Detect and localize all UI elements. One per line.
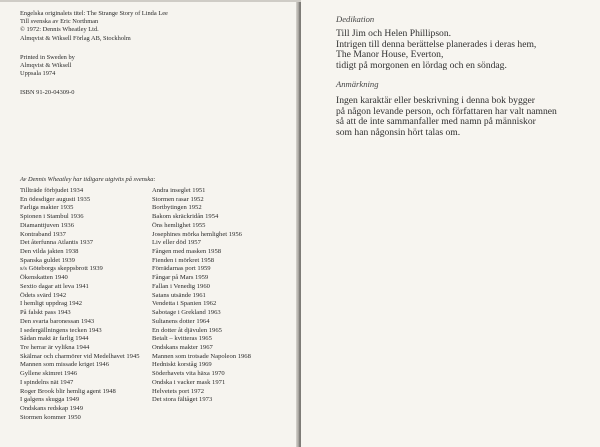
book-title-item: Andra inseglet 1951 [152, 187, 206, 194]
book-title-item: En dotter åt djävulen 1965 [152, 326, 222, 334]
book-title-item: Fångar på Mars 1959 [152, 274, 209, 282]
book-title-item: Den vilda jakten 1938 [20, 248, 79, 256]
book-title-item: Spionen i Stambul 1936 [20, 213, 84, 221]
book-title-item: Ondska i vacker mask 1971 [152, 378, 226, 386]
book-title-item: Tillträde förbjudet 1934 [20, 187, 84, 194]
imprint-block [20, 10, 168, 43]
dedication-line: Intrigen till denna berättelse planerades i deras hem, [336, 38, 537, 50]
book-title-item: På falskt pass 1943 [20, 309, 71, 317]
book-title-item: Roger Brook blir hemlig agent 1948 [20, 387, 116, 395]
dedication-line: tidigt på morgonen en lördag och en söndag. [336, 59, 507, 71]
book-title-item: Betalt – kvitteras 1965 [152, 335, 212, 343]
dedication-heading: Dedikation [336, 14, 375, 24]
book-title-item: Mannen som missade kriget 1946 [20, 361, 110, 369]
book-title-item: Spanska guldet 1939 [20, 256, 75, 264]
book-title-item: I spindelns nät 1947 [20, 378, 74, 386]
note-line: som han någonsin hört talas om. [336, 126, 461, 138]
book-title-item: Josephines mörka hemlighet 1956 [152, 230, 242, 238]
book-title-item: Farliga makter 1935 [20, 204, 74, 212]
book-title-item: Liv eller död 1957 [152, 239, 201, 247]
book-title-item: Ökenskatten 1940 [20, 274, 68, 282]
book-title-item: Öns hemlighet 1955 [152, 221, 206, 229]
book-title-item: Stormen rasar 1952 [152, 195, 204, 203]
note-heading: Anmärkning [336, 79, 379, 89]
titles-column-2 [152, 187, 251, 405]
book-title-item: Tre herrar är vylikna 1944 [20, 343, 90, 351]
book-title-item: Sultanens dotter 1964 [152, 317, 210, 325]
book-title-item: Stormen kommer 1950 [20, 413, 81, 421]
book-title-item: Ondskans redskap 1949 [20, 404, 83, 412]
printer-block [20, 54, 75, 79]
imprint-line: Almqvist & Wiksell Förlag AB, Stockholm [20, 34, 131, 42]
book-title-item: Vendetta i Spanien 1962 [152, 300, 217, 308]
book-title-item: Fienden i mörkret 1958 [152, 256, 215, 264]
book-title-item: Gyllene skimret 1946 [20, 370, 78, 378]
book-title-item: Ödets svärd 1942 [20, 291, 67, 299]
printer-line: Printed in Sweden by [20, 54, 75, 61]
book-title-item: Sådan makt är farlig 1944 [20, 335, 89, 343]
list-heading: Av Dennis Wheatley har tidigare utgivits på svenska: [20, 176, 156, 183]
book-title-item: Förrädarnas port 1959 [152, 265, 211, 273]
book-title-item: Det återfunna Atlantis 1937 [20, 239, 94, 247]
note-line: på någon levande person, och författaren har valt namnen [336, 105, 557, 117]
book-title-item: En ödesdiger augusti 1935 [20, 195, 91, 203]
book-title-item: Satans utsände 1961 [152, 291, 206, 299]
dedication-text [336, 29, 536, 71]
book-title-item: Bakom skräckridån 1954 [152, 213, 219, 221]
book-title-item: Hedniskt korståg 1969 [152, 361, 212, 369]
book-title-item: s/s Göteborgs skeppsbrott 1939 [20, 265, 103, 273]
printer-line: Almqvist & Wiksell [20, 62, 72, 70]
book-title-item: Sextio dagar att leva 1941 [20, 282, 89, 290]
book-title-item: Helvetets port 1972 [152, 387, 205, 395]
isbn: ISBN 91-20-04309-0 [20, 89, 75, 96]
left-page [0, 0, 298, 447]
titles-column-1 [20, 187, 140, 422]
book-title-item: Det stora fältåget 1973 [152, 396, 213, 404]
book-title-item: I hemligt uppdrag 1942 [20, 300, 83, 308]
note-line: så att de inte sammanfaller med namn på människor [336, 116, 536, 128]
book-title-item: Ondskans makter 1967 [152, 343, 213, 351]
note-line: Ingen karaktär eller beskrivning i denna bok bygger [336, 95, 536, 106]
dedication-line: The Manor House, Everton, [336, 49, 444, 61]
book-title-item: Den svarta baronessan 1943 [20, 317, 95, 325]
book-title-item: Fallan i Venedig 1960 [152, 282, 210, 290]
right-page [301, 0, 600, 447]
printer-line: Uppsala 1974 [20, 70, 56, 78]
book-title-item: Diamanttjuven 1936 [20, 221, 75, 229]
book-title-item: Bortbytingen 1952 [152, 204, 202, 212]
book-title-item: Söderhavets vita häxa 1970 [152, 370, 225, 378]
book-title-item: Mannen som trotsade Napoleon 1968 [152, 352, 251, 360]
book-title-item: Skälmar och charmörer vid Medelhavet 1945 [20, 352, 140, 360]
note-text [336, 96, 557, 138]
imprint-line: Engelska originalets titel: The Strange Story of Linda Lee [20, 10, 168, 17]
imprint-line: © 1972: Dennis Wheatley Ltd. [20, 26, 99, 34]
book-title-item: I galgens skugga 1949 [20, 396, 80, 404]
imprint-line: Till svenska av Eric Northman [20, 18, 99, 26]
book-title-item: Sabotage i Grekland 1963 [152, 309, 221, 317]
book-title-item: Fången med masken 1958 [152, 248, 222, 256]
book-title-item: Kontraband 1937 [20, 230, 66, 238]
dedication-line: Till Jim och Helen Phillipson. [336, 28, 452, 39]
book-title-item: I sedergällningens tecken 1943 [20, 326, 102, 334]
